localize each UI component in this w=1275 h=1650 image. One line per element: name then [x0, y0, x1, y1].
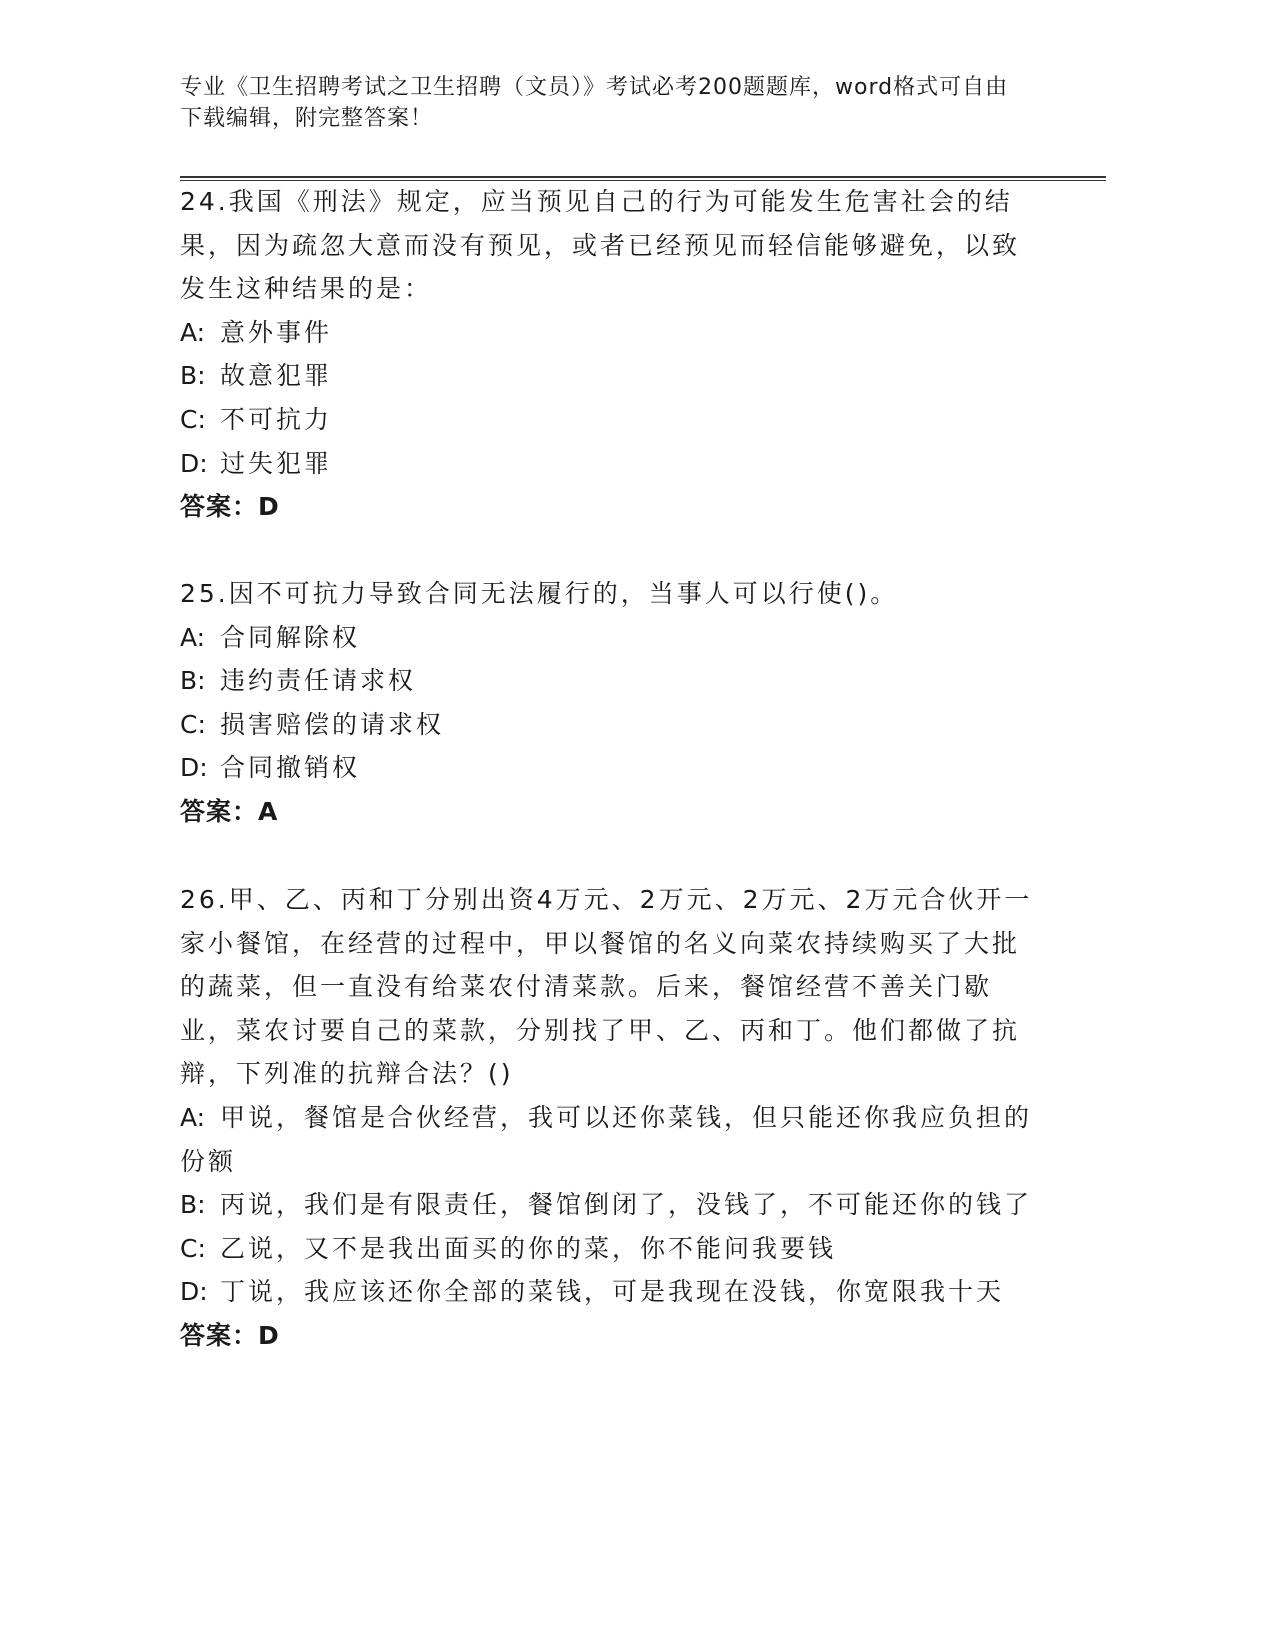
option-label: C: — [180, 709, 206, 739]
option-text: 乙说，又不是我出面买的你的菜，你不能问我要钱 — [220, 1233, 837, 1263]
option-b — [180, 1183, 1040, 1227]
option-text: 损害赔偿的请求权 — [220, 709, 445, 739]
option-text: 意外事件 — [220, 317, 333, 347]
question-24 — [180, 180, 1040, 529]
question-stem: 24.我国《刑法》规定，应当预见自己的行为可能发生危害社会的结果，因为疏忽大意而没有预见，或者已经预见而轻信能够避免，以致发生这种结果的是： — [180, 187, 1021, 304]
option-text: 合同解除权 — [220, 622, 361, 652]
option-label: D: — [180, 1277, 208, 1307]
option-d — [180, 1270, 1040, 1314]
option-text: 过失犯罪 — [220, 448, 333, 478]
option-label: D: — [180, 753, 208, 783]
option-b — [180, 354, 1040, 398]
option-c — [180, 703, 1040, 747]
option-a — [180, 616, 1040, 660]
option-text: 故意犯罪 — [220, 361, 333, 391]
answer-line: 答案：D — [180, 492, 280, 522]
option-b — [180, 659, 1040, 703]
option-a — [180, 1096, 1040, 1183]
option-text: 丁说，我应该还你全部的菜钱，可是我现在没钱，你宽限我十天 — [220, 1277, 1005, 1307]
option-text: 丙说，我们是有限责任，餐馆倒闭了，没钱了，不可能还你的钱了 — [220, 1190, 1033, 1220]
document-header: 专业《卫生招聘考试之卫生招聘（文员）》考试必考200题题库，word格式可自由下载编辑，附完整答案！ — [180, 75, 1009, 131]
option-d — [180, 746, 1040, 790]
question-25 — [180, 572, 1040, 834]
option-c — [180, 398, 1040, 442]
option-d — [180, 442, 1040, 486]
option-c — [180, 1227, 1040, 1271]
option-label: D: — [180, 448, 208, 478]
option-text: 违约责任请求权 — [220, 666, 417, 696]
question-26 — [180, 878, 1040, 1358]
option-label: A: — [180, 622, 206, 652]
option-text: 合同撤销权 — [220, 753, 361, 783]
option-label: A: — [180, 317, 206, 347]
answer-line: 答案：A — [180, 796, 279, 826]
option-text: 甲说，餐馆是合伙经营，我可以还你菜钱，但只能还你我应负担的份额 — [180, 1102, 1033, 1176]
answer-line: 答案：D — [180, 1320, 280, 1350]
question-stem: 26.甲、乙、丙和丁分别出资4万元、2万元、2万元、2万元合伙开一家小餐馆，在经营的过程中，甲以餐馆的名义向菜农持续购买了大批的蔬菜，但一直没有给菜农付清菜款。后来，餐馆经营不善关门歇业，菜农讨要自己的菜款，分别找了甲、乙、丙和丁。他们都做了抗辩，下列准的抗辩合法？() — [180, 885, 1033, 1089]
option-label: B: — [180, 1190, 206, 1220]
option-label: A: — [180, 1102, 206, 1132]
option-label: B: — [180, 361, 206, 391]
question-stem: 25.因不可抗力导致合同无法履行的，当事人可以行使()。 — [180, 579, 899, 608]
option-a — [180, 311, 1040, 355]
option-label: C: — [180, 404, 206, 434]
option-text: 不可抗力 — [220, 404, 333, 434]
option-label: B: — [180, 666, 206, 696]
option-label: C: — [180, 1233, 206, 1263]
